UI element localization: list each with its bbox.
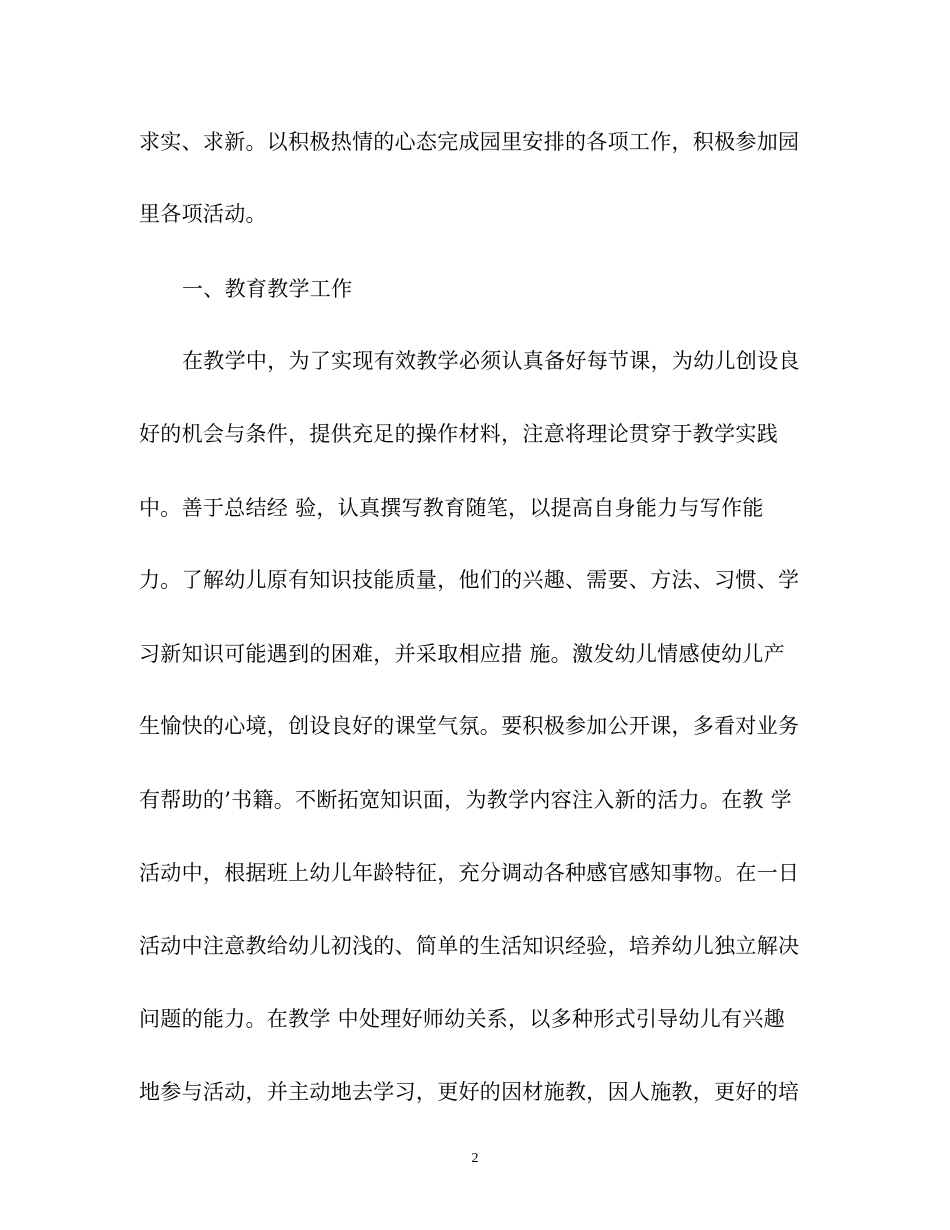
- text-line-9: 生愉快的心境，创设良好的课堂气氛。要积极参加公开课，多看对业务: [139, 714, 800, 738]
- text-line-8: 习新知识可能遇到的困难，并采取相应措 施。激发幼儿情感使幼儿产: [139, 642, 785, 666]
- text-line-12: 活动中注意教给幼儿初浅的、简单的生活知识经验，培养幼儿独立解决: [139, 934, 800, 958]
- text-line-4: 在教学中，为了实现有效教学必须认真备好每节课，为幼儿创设良: [182, 349, 800, 373]
- text-line-11: 活动中，根据班上幼儿年龄特征，充分调动各种感官感知事物。在一日: [139, 861, 800, 885]
- text-line-5: 好的机会与条件，提供充足的操作材料，注意将理论贯穿于教学实践: [139, 422, 778, 446]
- text-line-7: 力。了解幼儿原有知识技能质量，他们的兴趣、需要、方法、习惯、学: [139, 568, 800, 592]
- text-line-14: 地参与活动，并主动地去学习，更好的因材施教，因人施教，更好的培: [139, 1080, 800, 1104]
- text-line-6: 中。善于总结经 验，认真撰写教育随笔，以提高自身能力与写作能: [139, 496, 764, 520]
- text-line-10: 有帮助的’书籍。不断拓宽知识面，为教学内容注入新的活力。在教 学: [139, 788, 792, 812]
- section-heading: 一、教育教学工作: [182, 277, 353, 301]
- page-number: 2: [471, 1151, 479, 1166]
- text-line-1: 求实、求新。以积极热情的心态完成园里安排的各项工作，积极参加园: [139, 130, 800, 154]
- text-line-2: 里各项活动。: [139, 202, 267, 226]
- text-line-13: 问题的能力。在教学 中处理好师幼关系，以多种形式引导幼儿有兴趣: [139, 1007, 785, 1031]
